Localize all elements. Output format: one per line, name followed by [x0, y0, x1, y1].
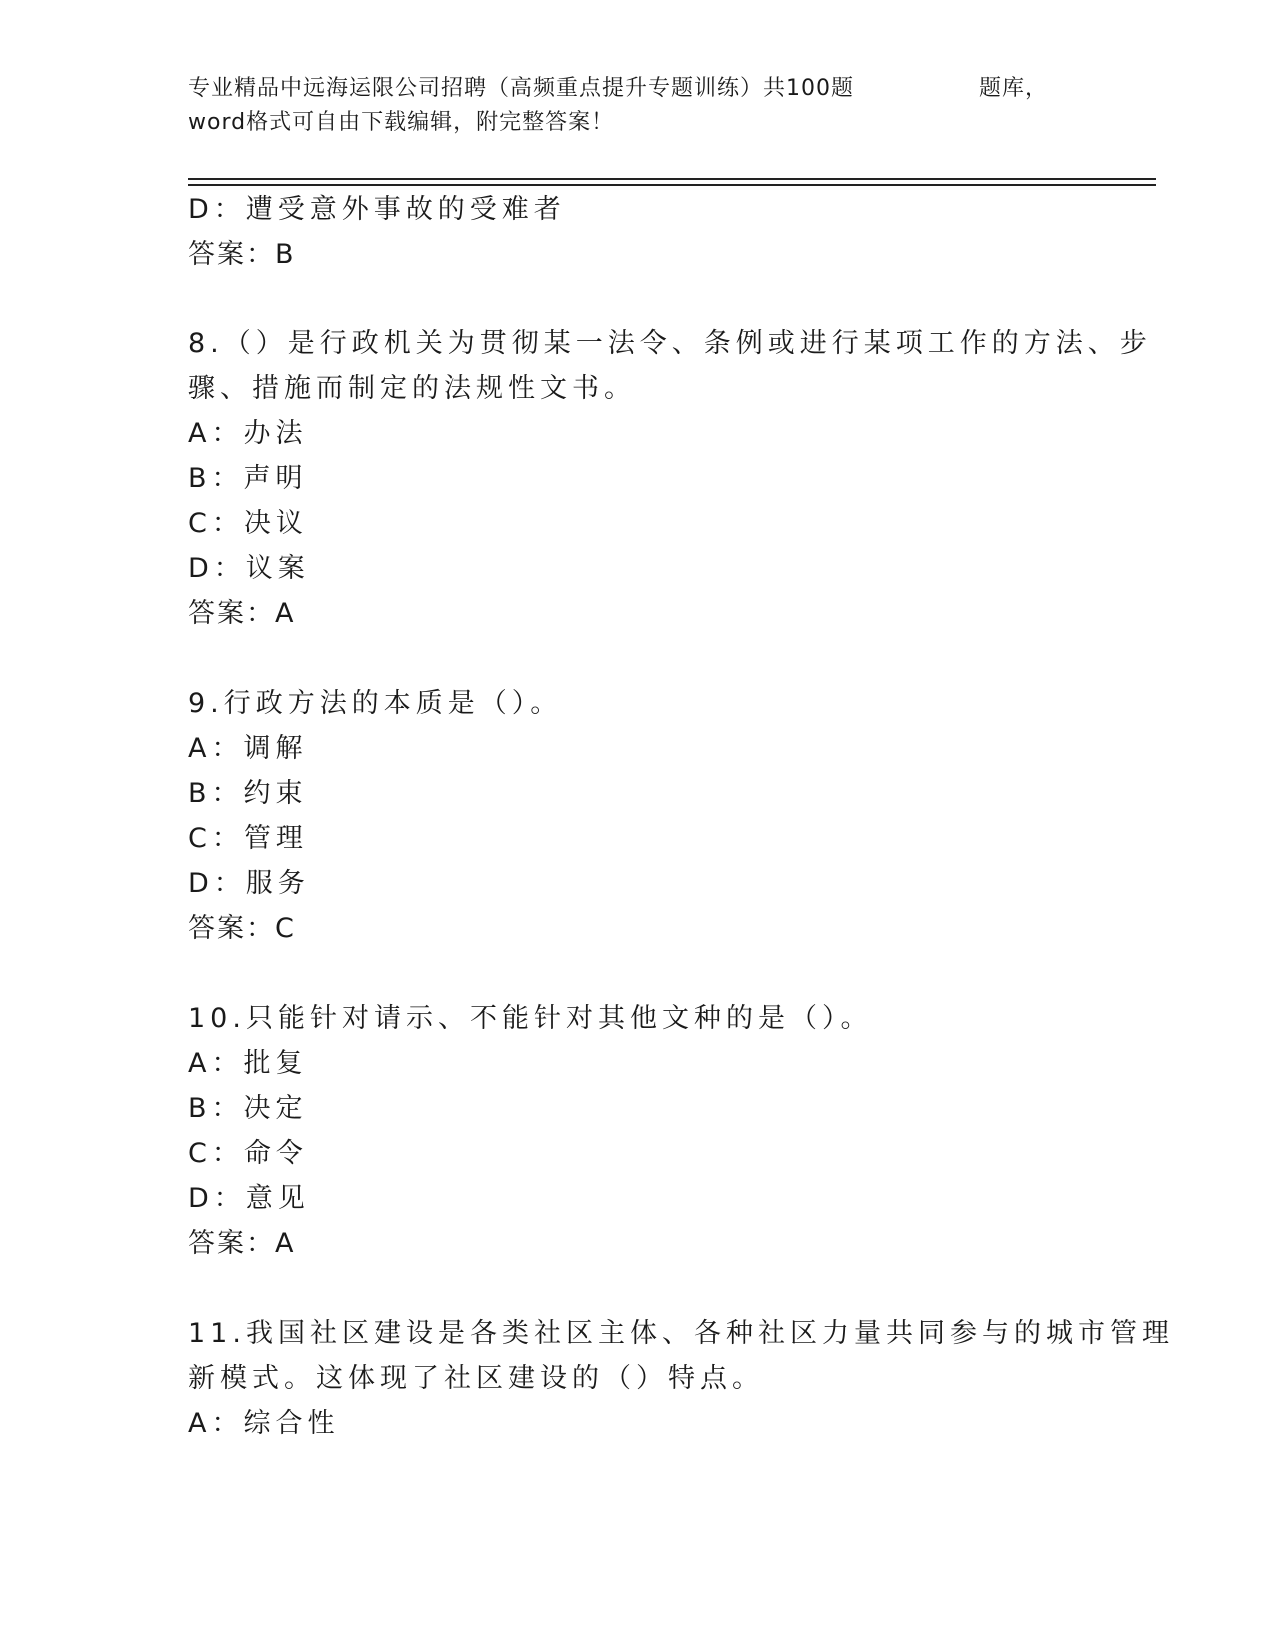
- q8-stem-line-1: 8.（）是行政机关为贯彻某一法令、条例或进行某项工作的方法、步: [188, 328, 1152, 359]
- q8-stem-line-2: 骤、措施而制定的法规性文书。: [188, 373, 636, 404]
- q10-option-d: D：意见: [188, 1183, 310, 1214]
- q9-answer: 答案：C: [188, 913, 296, 944]
- q9-option-d: D：服务: [188, 868, 310, 899]
- q8-answer: 答案：A: [188, 598, 296, 629]
- q11-stem-line-1: 11.我国社区建设是各类社区主体、各种社区力量共同参与的城市管理: [188, 1318, 1174, 1349]
- page-header: [188, 72, 1088, 140]
- q9-option-a: A：调解: [188, 733, 308, 764]
- q11-stem-line-2: 新模式。这体现了社区建设的（）特点。: [188, 1363, 764, 1394]
- q9-option-b: B：约束: [188, 778, 308, 809]
- header-divider-bottom: [188, 184, 1156, 186]
- q9-stem-line-1: 9.行政方法的本质是（）。: [188, 688, 563, 719]
- q8-option-b: B：声明: [188, 463, 308, 494]
- q10-option-c: C：命令: [188, 1138, 308, 1169]
- q10-answer: 答案：A: [188, 1228, 296, 1259]
- q7-answer: 答案：B: [188, 239, 296, 270]
- header-line-2: word格式可自由下载编辑，附完整答案！: [188, 110, 615, 135]
- header-line-1: [188, 72, 1048, 106]
- q10-stem-line-1: 10.只能针对请示、不能针对其他文种的是（）。: [188, 1003, 873, 1034]
- q9-option-c: C：管理: [188, 823, 308, 854]
- q8-option-d: D：议案: [188, 553, 310, 584]
- q10-option-a: A：批复: [188, 1048, 308, 1079]
- q10-option-b: B：决定: [188, 1093, 308, 1124]
- header-title: 专业精品中远海运限公司招聘（高频重点提升专题训练）共100题: [188, 76, 854, 101]
- q8-option-c: C：决议: [188, 508, 308, 539]
- q7-option-d: D：遭受意外事故的受难者: [188, 194, 566, 225]
- q8-option-a: A：办法: [188, 418, 308, 449]
- header-divider-top: [188, 178, 1156, 180]
- q11-option-a: A：综合性: [188, 1408, 340, 1439]
- header-title-suffix: 题库，: [978, 76, 1048, 101]
